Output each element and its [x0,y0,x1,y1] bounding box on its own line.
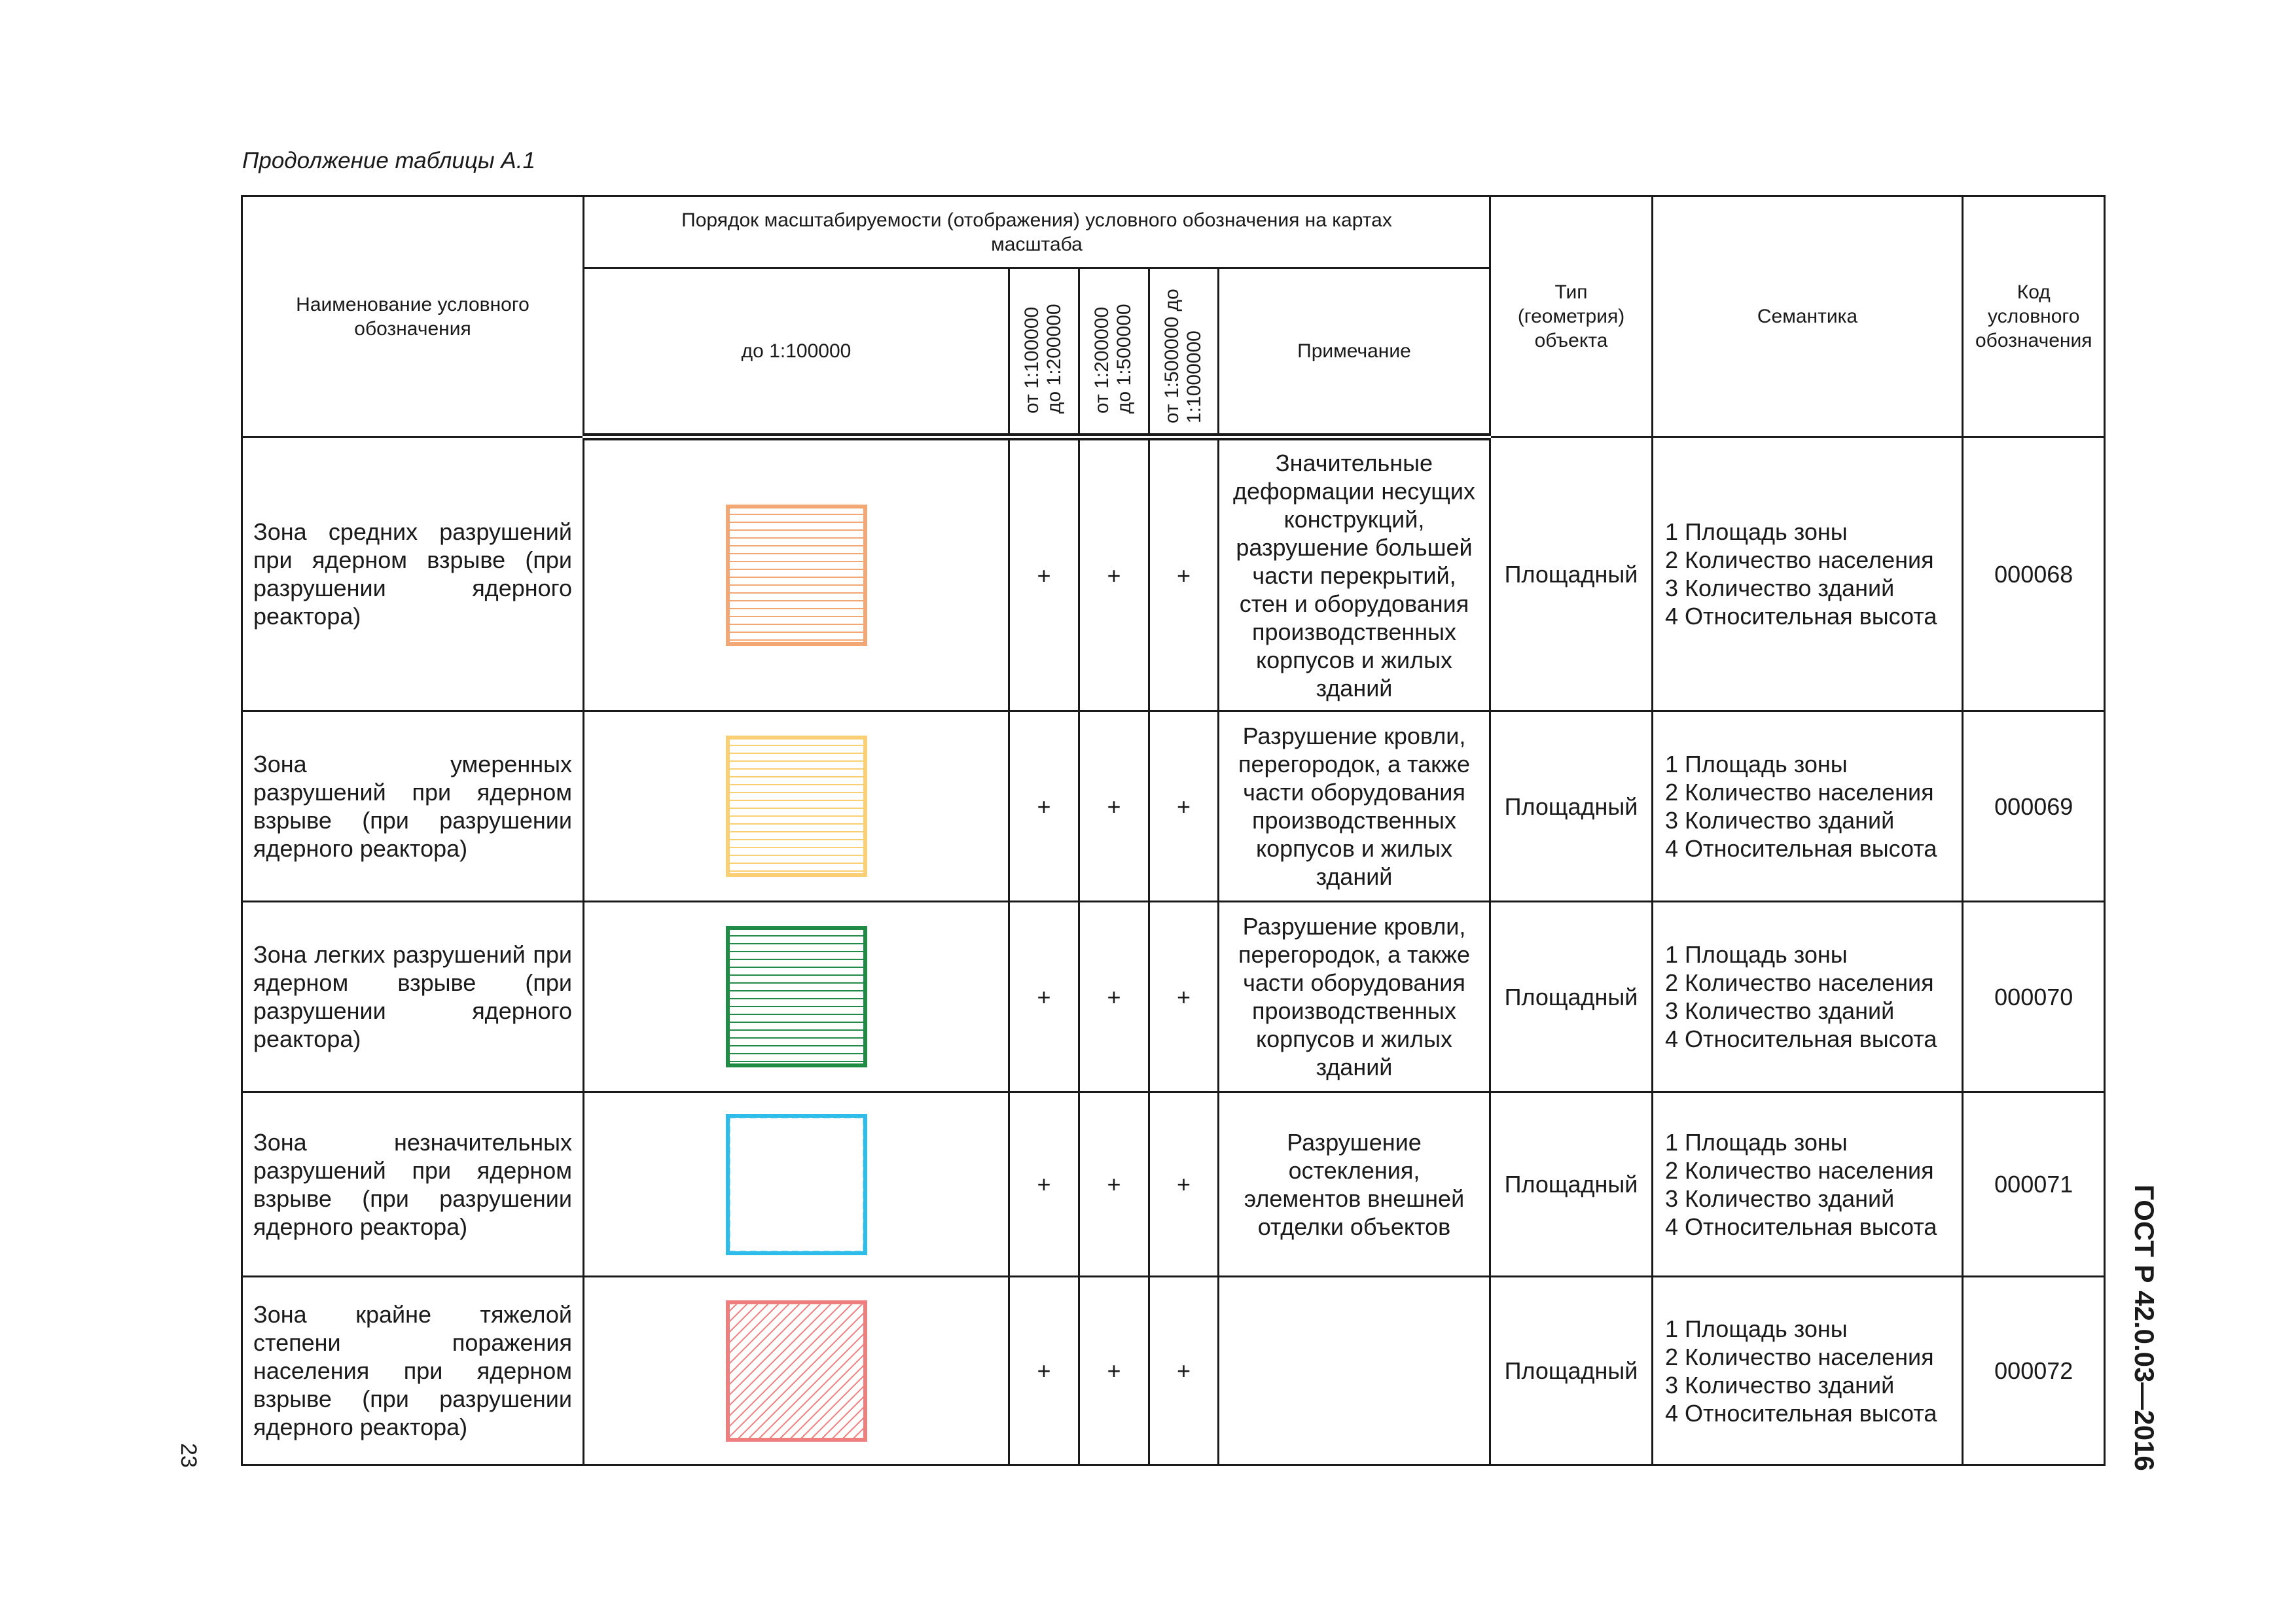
scale-2-mark: + [1009,1092,1079,1277]
standard-designation: ГОСТ Р 42.0.03—2016 [2129,1185,2160,1471]
scale-2-mark: + [1009,902,1079,1092]
scale-3-mark: + [1079,1277,1149,1465]
semantics-item: 3 Количество зданий [1665,1185,1895,1212]
geometry-type: Площадный [1490,711,1653,902]
scale-3-mark: + [1079,711,1149,902]
symbol-name: Зона незначительных разрушений при ядерном взрыве (при разрушении ядерного реактора) [242,1092,584,1277]
scale-4-mark: + [1149,902,1219,1092]
semantics-item: 3 Количество зданий [1665,1371,1895,1399]
semantics-item: 1 Площадь зоны [1665,518,1848,545]
semantics-item: 1 Площадь зоны [1665,1315,1848,1342]
scale-4-mark: + [1149,711,1219,902]
header-note: Примечание [1219,268,1490,437]
header-name: Наименование условного обозначения [242,196,584,437]
header-scale-4: от 1:500000 до 1:1000000 [1160,288,1205,423]
scale-2-mark: + [1009,711,1079,902]
zone-symbol-icon [724,1112,869,1257]
semantics-item: 4 Относительная высота [1665,1026,1937,1052]
symbol-code: 000068 [1963,437,2105,711]
table-caption: Продолжение таблицы А.1 [242,148,535,173]
header-scale-3: от 1:200000 до 1:500000 [1091,303,1135,414]
geometry-type: Площадный [1490,437,1653,711]
semantics-item: 4 Относительная высота [1665,1213,1937,1240]
symbol-code: 000072 [1963,1277,2105,1465]
note-cell: Значительные деформации несущих конструкций, разрушение большей части перекрытий, стен и оборудования производственных корпусов и жилых зданий [1219,437,1490,711]
table-row [242,1277,2105,1465]
table-row [242,1092,2105,1277]
zone-symbol-icon [724,503,869,648]
header-type: Тип (геометрия) объекта [1490,196,1653,437]
semantics-list [1653,1277,1963,1465]
scale-3-mark: + [1079,1092,1149,1277]
scale-4-mark: + [1149,1092,1219,1277]
semantics-item: 2 Количество населения [1665,1343,1934,1370]
semantics-list [1653,902,1963,1092]
scale-4-mark: + [1149,1277,1219,1465]
scale-3-mark: + [1079,902,1149,1092]
header-semantics: Семантика [1653,196,1963,437]
symbol-name: Зона умеренных разрушений при ядерном взрыве (при разрушении ядерного реактора) [242,711,584,902]
zone-symbol-icon [724,1298,869,1444]
symbol-code: 000071 [1963,1092,2105,1277]
semantics-item: 4 Относительная высота [1665,835,1937,862]
symbols-table [241,195,2106,1466]
semantics-item: 2 Количество населения [1665,969,1934,996]
semantics-item: 2 Количество населения [1665,779,1934,806]
semantics-item: 4 Относительная высота [1665,1399,1937,1427]
scale-3-mark: + [1079,437,1149,711]
scale-4-mark: + [1149,437,1219,711]
scale-2-mark: + [1009,1277,1079,1465]
semantics-item: 3 Количество зданий [1665,997,1895,1024]
note-cell: Разрушение кровли, перегородок, а также части оборудования производственных корпусов и жилых зданий [1219,711,1490,902]
symbol-code: 000070 [1963,902,2105,1092]
note-cell [1219,1277,1490,1465]
page-number: 23 [176,1443,201,1468]
table-row [242,711,2105,902]
symbol-name: Зона крайне тяжелой степени поражения населения при ядерном взрыве (при разрушении ядерного реактора) [242,1277,584,1465]
geometry-type: Площадный [1490,902,1653,1092]
semantics-list [1653,1092,1963,1277]
symbol-name: Зона легких разрушений при ядерном взрыве (при разрушении ядерного реактора) [242,902,584,1092]
semantics-item: 3 Количество зданий [1665,807,1895,834]
semantics-item: 2 Количество населения [1665,546,1934,573]
semantics-item: 2 Количество населения [1665,1156,1934,1184]
semantics-item: 1 Площадь зоны [1665,751,1848,777]
table-row [242,437,2105,711]
zone-symbol-icon [724,924,869,1069]
note-cell: Разрушение остекления, элементов внешней отделки объектов [1219,1092,1490,1277]
zone-symbol-icon [724,734,869,879]
symbol-code: 000069 [1963,711,2105,902]
semantics-item: 4 Относительная высота [1665,603,1937,630]
semantics-item: 3 Количество зданий [1665,575,1895,601]
semantics-item: 1 Площадь зоны [1665,941,1848,968]
semantics-list [1653,437,1963,711]
geometry-type: Площадный [1490,1277,1653,1465]
header-scale-2: от 1:100000 до 1:200000 [1021,303,1065,414]
header-code: Код условного обозначения [1963,196,2105,437]
header-scale-group: Порядок масштабируемости (отображения) условного обозначения на картах масштаба [584,196,1490,268]
geometry-type: Площадный [1490,1092,1653,1277]
header-scale-1: до 1:100000 [584,268,1009,437]
scale-2-mark: + [1009,437,1079,711]
semantics-item: 1 Площадь зоны [1665,1128,1848,1156]
table-row [242,902,2105,1092]
note-cell: Разрушение кровли, перегородок, а также части оборудования производственных корпусов и жилых зданий [1219,902,1490,1092]
semantics-list [1653,711,1963,902]
symbol-name: Зона средних разрушений при ядерном взрыве (при разрушении ядерного реактора) [242,437,584,711]
